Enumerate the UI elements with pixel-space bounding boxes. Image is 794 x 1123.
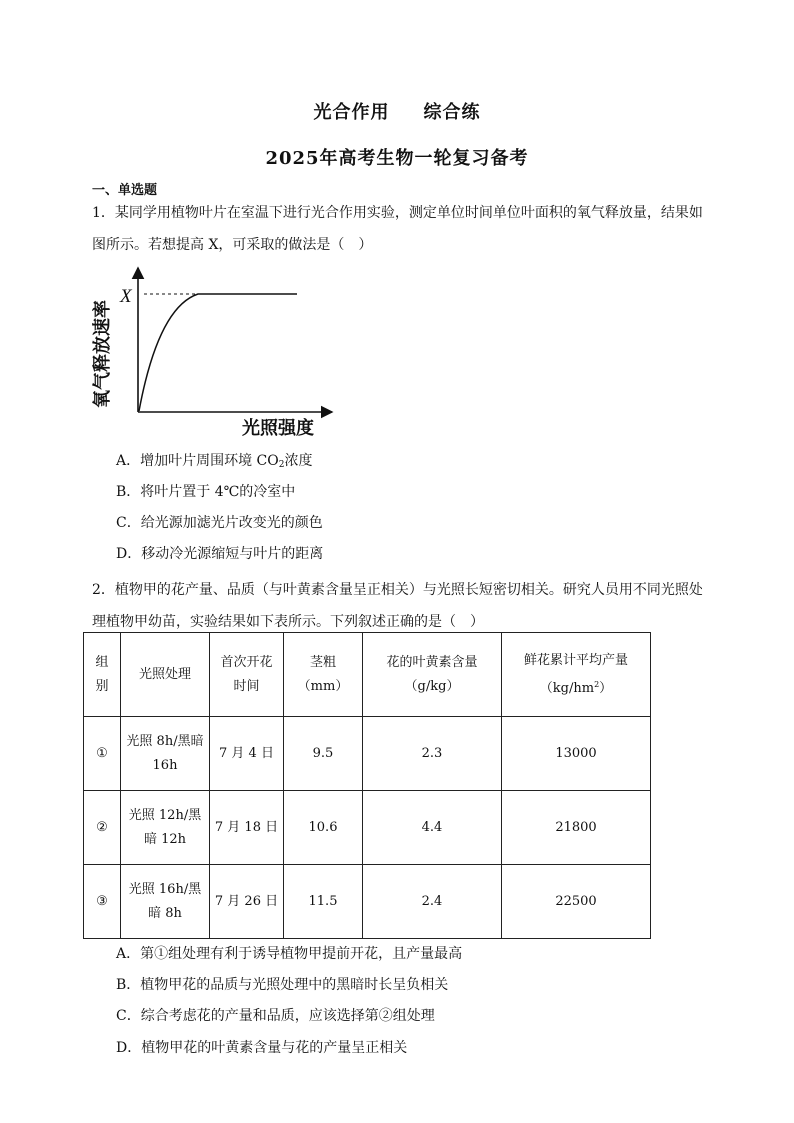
cell-lutein: 4.4 <box>363 791 502 865</box>
q2-stem: 2．植物甲的花产量、品质（与叶黄素含量呈正相关）与光照长短密切相关。研究人员用不同光照处理植物甲幼苗，实验结果如下表所示。下列叙述正确的是（ ） <box>92 582 703 630</box>
header-first-flower-time: 首次开花 时间 <box>210 633 284 717</box>
q1-option-a[interactable]: A．增加叶片周围环境 $CO_2$浓度 <box>116 453 313 470</box>
cell-light: 光照 8h/黑暗 16h <box>121 717 210 791</box>
table-row <box>84 791 651 865</box>
header-flower-yield: 鲜花累计平均产量 $(kg/hm^2)$ <box>502 633 651 717</box>
cell-date: 7 月 4 日 <box>210 717 284 791</box>
title-part1: 光合作用 <box>313 102 390 123</box>
q2-option-a[interactable]: A．第①组处理有利于诱导植物甲提前开花，且产量最高 <box>116 946 463 962</box>
title-part2: 综合练 <box>423 102 481 123</box>
page-subtitle: 2025年高考生物一轮复习备考 <box>265 148 529 169</box>
q1-x-plateau-label: X <box>120 286 132 307</box>
cell-stem: 10.6 <box>284 791 363 865</box>
table-header-row <box>84 633 651 717</box>
cell-date: 7 月 26 日 <box>210 865 284 939</box>
cell-stem: 11.5 <box>284 865 363 939</box>
q1-y-axis-label: 氧气释放速率 <box>92 300 113 408</box>
header-light-treatment: 光照处理 <box>121 633 210 717</box>
q1-stem: 1．某同学用植物叶片在室温下进行光合作用实验，测定单位时间单位叶面积的氧气释放量，结果如图所示。若想提高 X，可采取的做法是（ ） <box>92 205 703 253</box>
page-title <box>0 98 794 124</box>
q1-curve <box>139 294 297 411</box>
q1-graph <box>88 262 338 440</box>
q1-x-axis-label: 光照强度 <box>242 418 314 439</box>
q1-option-c[interactable]: C．给光源加滤光片改变光的颜色 <box>116 515 323 531</box>
cell-light: 光照 16h/黑 暗 8h <box>121 865 210 939</box>
cell-stem: 9.5 <box>284 717 363 791</box>
q2-option-d[interactable]: D．植物甲花的叶黄素含量与花的产量呈正相关 <box>116 1040 408 1056</box>
section-heading: 一、单选题 <box>92 183 158 198</box>
cell-lutein: 2.3 <box>363 717 502 791</box>
q1-option-d[interactable]: D．移动冷光源缩短与叶片的距离 <box>116 546 324 562</box>
cell-yield: 22500 <box>502 865 651 939</box>
cell-date: 7 月 18 日 <box>210 791 284 865</box>
cell-group: ③ <box>84 865 121 939</box>
q2-data-table <box>83 632 651 939</box>
cell-group: ① <box>84 717 121 791</box>
cell-lutein: 2.4 <box>363 865 502 939</box>
cell-group: ② <box>84 791 121 865</box>
header-group: 组 别 <box>84 633 121 717</box>
cell-yield: 13000 <box>502 717 651 791</box>
header-stem-thickness: 茎粗（mm） <box>284 633 363 717</box>
q2-option-b[interactable]: B．植物甲花的品质与光照处理中的黑暗时长呈负相关 <box>116 977 449 993</box>
cell-light: 光照 12h/黑 暗 12h <box>121 791 210 865</box>
cell-yield: 21800 <box>502 791 651 865</box>
table-row <box>84 717 651 791</box>
q1-option-b[interactable]: B．将叶片置于 4℃的冷室中 <box>116 484 296 500</box>
q2-option-c[interactable]: C．综合考虑花的产量和品质，应该选择第②组处理 <box>116 1008 435 1024</box>
header-lutein-content: 花的叶黄素含量 （g/kg） <box>363 633 502 717</box>
table-row <box>84 865 651 939</box>
